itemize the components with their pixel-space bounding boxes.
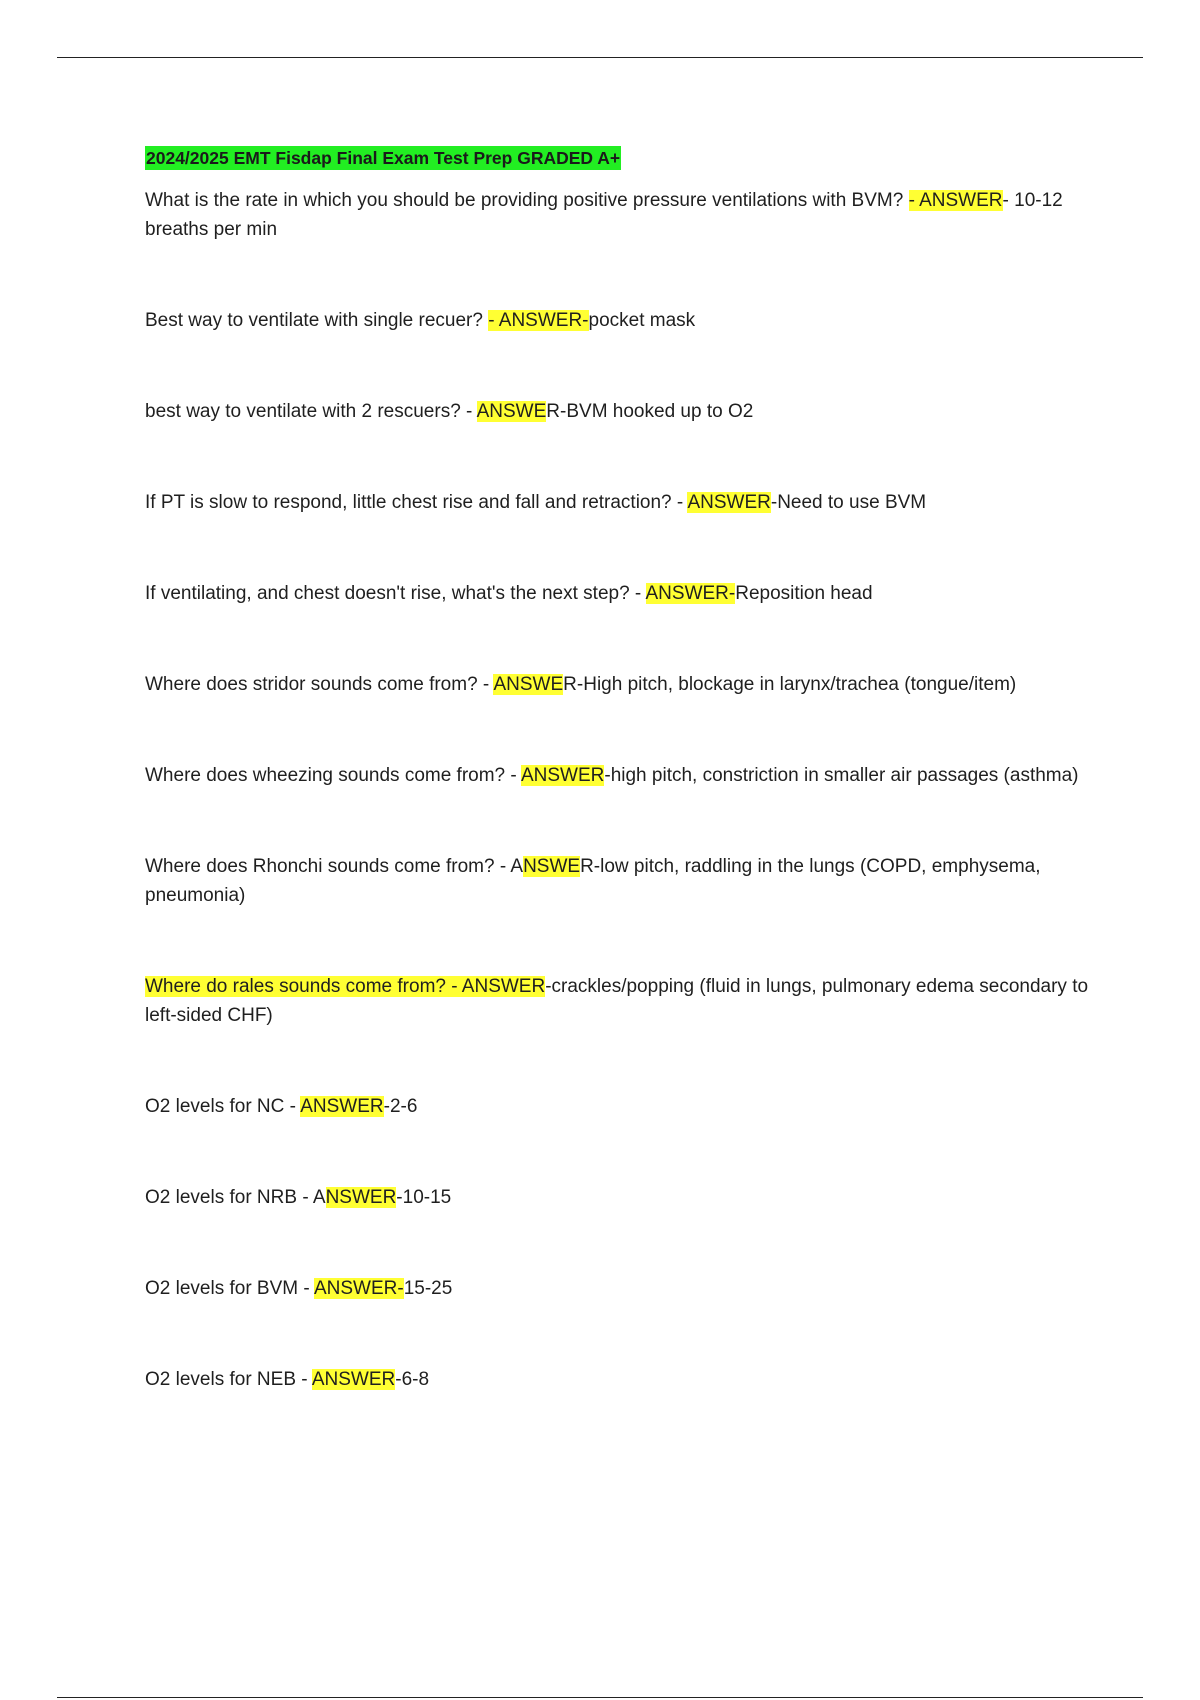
qa-item-11 bbox=[145, 1183, 1095, 1212]
question-text: What is the rate in which you should be providing positive pressure ventilations with BVM? bbox=[145, 190, 909, 211]
answer-highlight: ANSWER bbox=[520, 765, 605, 786]
qa-item-2 bbox=[145, 306, 1095, 335]
answer-text: -Need to use BVM bbox=[770, 492, 927, 513]
answer-text: pocket mask bbox=[588, 310, 696, 331]
answer-highlight: ANSWE bbox=[476, 401, 547, 422]
answer-highlight: ANSWER bbox=[687, 492, 771, 513]
answer-highlight: - ANSWER- bbox=[488, 310, 589, 331]
question-text: O2 levels for NEB - bbox=[145, 1369, 312, 1390]
answer-highlight: ANSWE bbox=[493, 674, 564, 695]
answer-text: - 10-12 breaths per min bbox=[145, 190, 1063, 240]
question-text: Where does stridor sounds come from? - bbox=[145, 674, 494, 695]
answer-text: -10-15 bbox=[396, 1187, 452, 1208]
answer-text: R-BVM hooked up to O2 bbox=[546, 401, 754, 422]
answer-highlight: NSWE bbox=[523, 856, 581, 877]
answer-highlight: ANSWER bbox=[311, 1369, 396, 1390]
qa-item-13 bbox=[145, 1365, 1095, 1394]
answer-text: R-low pitch, raddling in the lungs (COPD, emphysema, pneumonia) bbox=[145, 856, 1041, 906]
bottom-divider bbox=[57, 1697, 1143, 1698]
qa-item-5 bbox=[145, 579, 1095, 608]
answer-text: -high pitch, constriction in smaller air passages (asthma) bbox=[604, 765, 1079, 786]
question-text: best way to ventilate with 2 rescuers? - bbox=[145, 401, 477, 422]
answer-text: Reposition head bbox=[735, 583, 873, 604]
answer-text: -2-6 bbox=[383, 1096, 418, 1117]
answer-text: R-High pitch, blockage in larynx/trachea (tongue/item) bbox=[563, 674, 1017, 695]
qa-item-4 bbox=[145, 488, 1095, 517]
qa-item-10 bbox=[145, 1092, 1095, 1121]
question-text: O2 levels for BVM - bbox=[145, 1278, 314, 1299]
qa-item-3 bbox=[145, 397, 1095, 426]
qa-item-6 bbox=[145, 670, 1095, 699]
question-text: O2 levels for NC - bbox=[145, 1096, 301, 1117]
document-body bbox=[145, 146, 1095, 1394]
question-text: Where does Rhonchi sounds come from? - A bbox=[145, 856, 524, 877]
answer-highlight: ANSWER- bbox=[645, 583, 736, 604]
question-text: If PT is slow to respond, little chest rise and fall and retraction? - bbox=[145, 492, 688, 513]
answer-text: 15-25 bbox=[403, 1278, 453, 1299]
answer-highlight: NSWER bbox=[325, 1187, 397, 1208]
answer-highlight: Where do rales sounds come from? - ANSWER bbox=[145, 976, 546, 997]
top-divider bbox=[57, 57, 1143, 58]
question-text: Where does wheezing sounds come from? - bbox=[145, 765, 521, 786]
qa-item-8 bbox=[145, 852, 1095, 910]
answer-highlight: ANSWER bbox=[300, 1096, 384, 1117]
question-text: O2 levels for NRB - A bbox=[145, 1187, 326, 1208]
answer-text: -crackles/popping (fluid in lungs, pulmonary edema secondary to left-sided CHF) bbox=[145, 976, 1089, 1026]
answer-highlight: - ANSWER bbox=[908, 190, 1003, 211]
qa-item-7 bbox=[145, 761, 1095, 790]
qa-item-9 bbox=[145, 972, 1095, 1030]
qa-item-1 bbox=[145, 186, 1095, 244]
question-text: Best way to ventilate with single recuer? bbox=[145, 310, 489, 331]
document-title: 2024/2025 EMT Fisdap Final Exam Test Prep GRADED A+ bbox=[146, 148, 621, 168]
qa-item-12 bbox=[145, 1274, 1095, 1303]
answer-text: -6-8 bbox=[395, 1369, 430, 1390]
question-text: If ventilating, and chest doesn't rise, what's the next step? - bbox=[145, 583, 646, 604]
answer-highlight: ANSWER- bbox=[313, 1278, 404, 1299]
